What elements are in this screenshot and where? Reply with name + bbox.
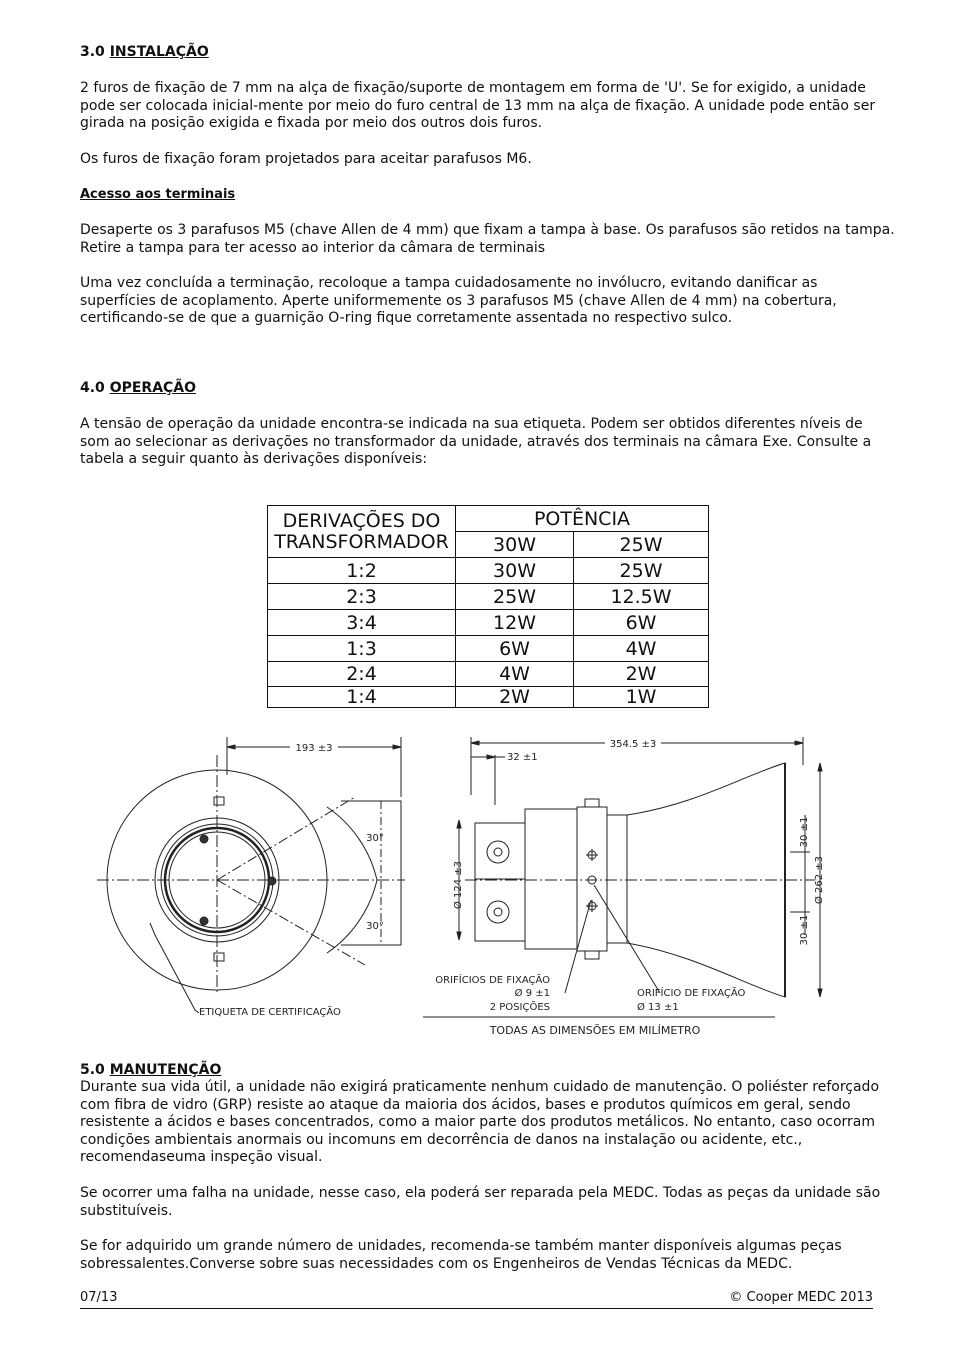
terminal-access-heading: Acesso aos terminais [80,187,236,202]
arrow-a [471,741,479,745]
section-number: 5.0 [80,1062,105,1078]
maintenance-paragraph-3: Se for adquirido um grande número de unidades, recomenda-se também manter disponíveis algumas peças sobressalentes.Converse sobre suas necessidades com os Engenheiros de Vendas Técnicas da MEDC. [80,1238,842,1272]
angle-line-top [217,797,355,880]
section-operation-heading [80,380,196,396]
arrow-e [457,932,461,940]
header-power: POTÊNCIA [456,506,709,532]
cell-power-b: 4W [574,636,709,662]
holes-label-1: ORIFÍCIOS DE FIXAÇÃO [435,975,550,986]
arrow-c [487,755,495,759]
front-view [97,737,405,1018]
install-paragraph-3: Desaperte os 3 parafusos M5 (chave Allen de 4 mm) que fixam a tampa à base. Os parafusos são retidos na tampa. Retire a tampa para ter acesso ao interior da câmara de terminais [80,222,895,256]
cell-power-a: 30W [456,558,574,584]
band-lug-top [585,799,599,807]
install-paragraph-1: 2 furos de fixação de 7 mm na alça de fixação/suporte de montagem em forma de 'U'. Se for exigido, a unidade pode ser colocada inicial-mente por meio do furo central de 13 mm na alça de fixação. A unidade pode então ser girada na posição exigida e fixada por meio dos outros dois furos. [80,80,876,131]
hole-label-2: Ø 13 ±1 [637,1002,679,1013]
header-taps [268,506,456,558]
section-title: MANUTENÇÃO [109,1062,222,1078]
cert-label: ETIQUETA DE CERTIFICAÇÃO [199,1007,341,1018]
cell-power-a: 2W [456,687,574,708]
footer-date: 07/13 [80,1290,118,1305]
dim-flange-label: 32 ±1 [507,752,538,763]
side-view [423,736,825,1037]
cell-tap: 1:3 [268,636,456,662]
install-paragraph-4: Uma vez concluída a terminação, recoloque a tampa cuidadosamente no invólucro, evitando danificar as superfícies de acoplamento. Aperte uniformemente os 3 parafusos M5 (chave Allen de 4 mm) na cobertura, certificando-se de que a guarnição O-ring fique corretamente assentada no respectivo sulco. [80,275,837,326]
header-col-25w: 25W [574,532,709,558]
arrow-d [457,820,461,828]
dim-dia124-label: Ø 124 ±3 [453,860,464,910]
screw-bottom [200,917,208,925]
footer-rule [80,1308,873,1309]
maintenance-paragraph-2: Se ocorrer uma falha na unidade, nesse caso, ela poderá ser reparada pela MEDC. Todas as peças da unidade são substituíveis. [80,1185,881,1219]
angle-arc-bottom [327,880,377,953]
section-maintenance-heading [80,1062,221,1078]
mount-hole-bottom [487,901,509,923]
angle-bottom-label: 30° [366,921,384,932]
arrow-right [393,745,401,749]
header-taps-line2: TRANSFORMADOR [274,530,449,553]
cell-tap: 3:4 [268,610,456,636]
table-row [268,610,709,636]
transformer-taps-table [267,505,709,708]
hole-label-1: ORIFÍCIO DE FIXAÇÃO [637,988,746,999]
cell-tap: 1:4 [268,687,456,708]
dim-30a-label: 30 ±1 [799,816,810,848]
table-row [268,687,709,708]
bracket-band [577,807,607,951]
table-row [268,558,709,584]
cell-power-b: 1W [574,687,709,708]
band-lug-bottom [585,951,599,959]
table-row [268,636,709,662]
cell-tap: 2:3 [268,584,456,610]
section-number: 4.0 [80,380,105,396]
all-dims-note: TODAS AS DIMENSÕES EM MILÍMETRO [489,1024,701,1037]
section-title: INSTALAÇÃO [109,44,209,60]
angle-top-label: 30° [366,833,384,844]
cell-power-b: 2W [574,662,709,687]
top-lug [214,797,224,805]
body [525,809,577,949]
footer-copyright: © Cooper MEDC 2013 [729,1290,873,1305]
screw-top [200,835,208,843]
cell-power-b: 6W [574,610,709,636]
cell-power-a: 12W [456,610,574,636]
holes-label-3: 2 POSIÇÕES [489,1002,550,1013]
cell-power-b: 25W [574,558,709,584]
dimension-drawing [95,735,835,1045]
arrow-b [795,741,803,745]
cell-tap: 2:4 [268,662,456,687]
holes-label-2: Ø 9 ±1 [514,988,550,999]
dim-length-label: 354.5 ±3 [609,739,657,750]
screw-right [268,877,276,885]
header-taps-line1: DERIVAÇÕES DO [282,509,441,532]
holes-leader [565,900,591,993]
mount-hole-top [487,841,509,863]
cell-tap: 1:2 [268,558,456,584]
arrow-left [227,745,235,749]
neck [607,815,627,943]
section-number: 3.0 [80,44,105,60]
header-col-30w: 30W [456,532,574,558]
dim-30b-label: 30 ±1 [799,914,810,946]
dim-width-label: 193 ±3 [295,743,333,754]
install-paragraph-2: Os furos de fixação foram projetados para aceitar parafusos M6. [80,151,532,167]
cell-power-a: 6W [456,636,574,662]
arrow-g [818,989,822,997]
arrow-f [818,763,822,771]
cell-power-a: 25W [456,584,574,610]
operation-paragraph: A tensão de operação da unidade encontra-se indicada na sua etiqueta. Podem ser obtidos diferentes níveis de som ao selecionar as derivações no transformador da unidade, através dos terminais na câmara Exe. Consulte a tabela a seguir quanto às derivações disponíveis: [80,416,872,467]
cell-power-b: 12.5W [574,584,709,610]
mount-hole-top-inner [494,848,502,856]
bottom-lug [214,953,224,961]
section-title: OPERAÇÃO [109,380,197,396]
cell-power-a: 4W [456,662,574,687]
dim-dia262-label: Ø 262 ±3 [814,855,825,905]
maintenance-paragraph-1: Durante sua vida útil, a unidade não exigirá praticamente nenhum cuidado de manutenção. O poliéster reforçado com fibra de vidro (GRP) resiste ao ataque da maioria dos ácidos, bases e produtos químicos em geral, sendo resistente a ácidos e bases concentrados, como a maior parte dos produtos metálicos. No entanto, caso ocorram condições ambientais anormais ou incomuns em decorrência de danos na instalação ou acidente, etc., recomendaseuma inspeção visual. [80,1079,880,1165]
table-row [268,662,709,687]
section-installation-heading [80,44,209,60]
table-row [268,584,709,610]
mount-hole-bottom-inner [494,908,502,916]
